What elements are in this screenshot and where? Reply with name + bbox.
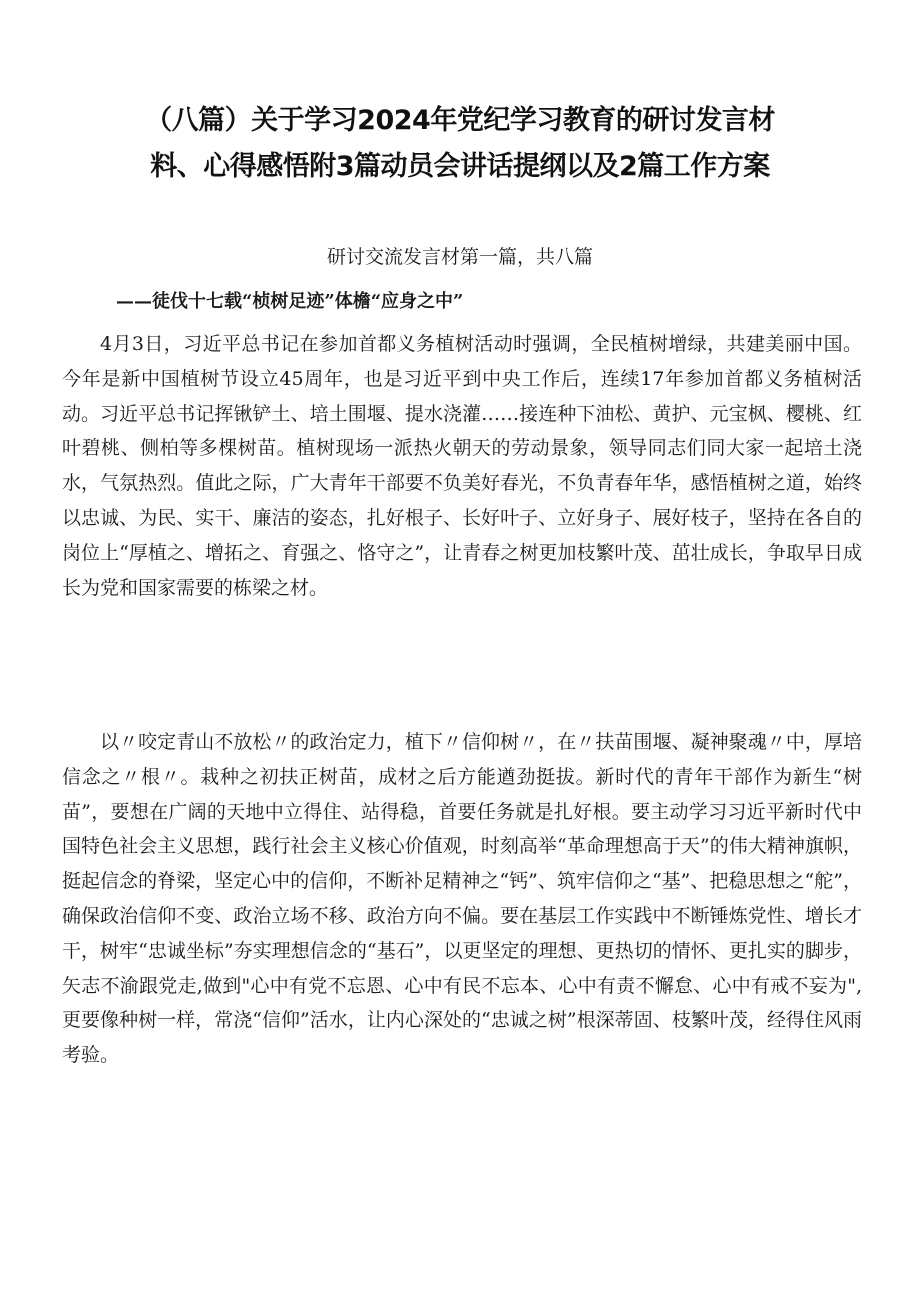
body-paragraph-2: 以〃咬定青山不放松〃的政治定力，植下〃信仰树〃，在〃扶苗围堰、凝神聚魂〃中，厚培信念之〃根〃。栽种之初扶正树苗，成材之后方能遒劲挺拔。新时代的青年干部作为新生“树苗”，要想在广阔的天地中立得住、站得稳，首要任务就是扎好根。要主动学习习近平新时代中国特色社会主义思想，践行社会主义核心价值观，时刻高举“革命理想高于天”的伟大精神旗帜，挺起信念的脊梁，坚定心中的信仰，不断补足精神之“钙”、筑牢信仰之“基”、把稳思想之“舵”，确保政治信仰不变、政治立场不移、政治方向不偏。要在基层工作实践中不断锤炼党性、增长才干，树牢“忠诚坐标”夯实理想信念的“基石”，以更坚定的理想、更热切的情怀、更扎实的脚步，矢志不渝跟党走,做到"心中有党不忘恩、心中有民不忘本、心中有责不懈怠、心中有戒不妄为",更要像种树一样，常浇“信仰”活水，让内心深处的“忠诚之树”根深蒂固、枝繁叶茂，经得住风雨考验。 (62, 731, 862, 1067)
sub-heading: ——徒伐十七载“桢树足迹”体檐“应身之中” (116, 291, 464, 312)
section-heading: 研讨交流发言材第一篇，共八篇 (326, 246, 593, 268)
document-title-line-1: （八篇）关于学习2024年党纪学习教育的研讨发言材 (145, 105, 775, 136)
body-paragraph-1: 4月3日，习近平总书记在参加首都义务植树活动时强调，全民植树增绿，共建美丽中国。今年是新中国植树节设立45周年，也是习近平到中央工作后，连续17年参加首都义务植树活动。习近平总书记挥锹铲土、培土围堰、提水浇灌……接连种下油松、黄护、元宝枫、樱桃、红叶碧桃、侧柏等多棵树苗。植树现场一派热火朝天的劳动景象，领导同志们同大家一起培土浇水，气氛热烈。值此之际，广大青年干部要不负美好春光，不负青春年华，感悟植树之道，始终以忠诚、为民、实干、廉洁的姿态，扎好根子、长好叶子、立好身子、展好枝子，坚持在各自的岗位上“厚植之、增拓之、育强之、恪守之”，让青春之树更加枝繁叶茂、茁壮成长，争取早日成长为党和国家需要的栋梁之材。 (62, 333, 862, 599)
document-title-line-2: 料、心得感悟附3篇动员会讲话提纲以及2篇工作方案 (150, 151, 770, 182)
document-title (60, 98, 860, 190)
